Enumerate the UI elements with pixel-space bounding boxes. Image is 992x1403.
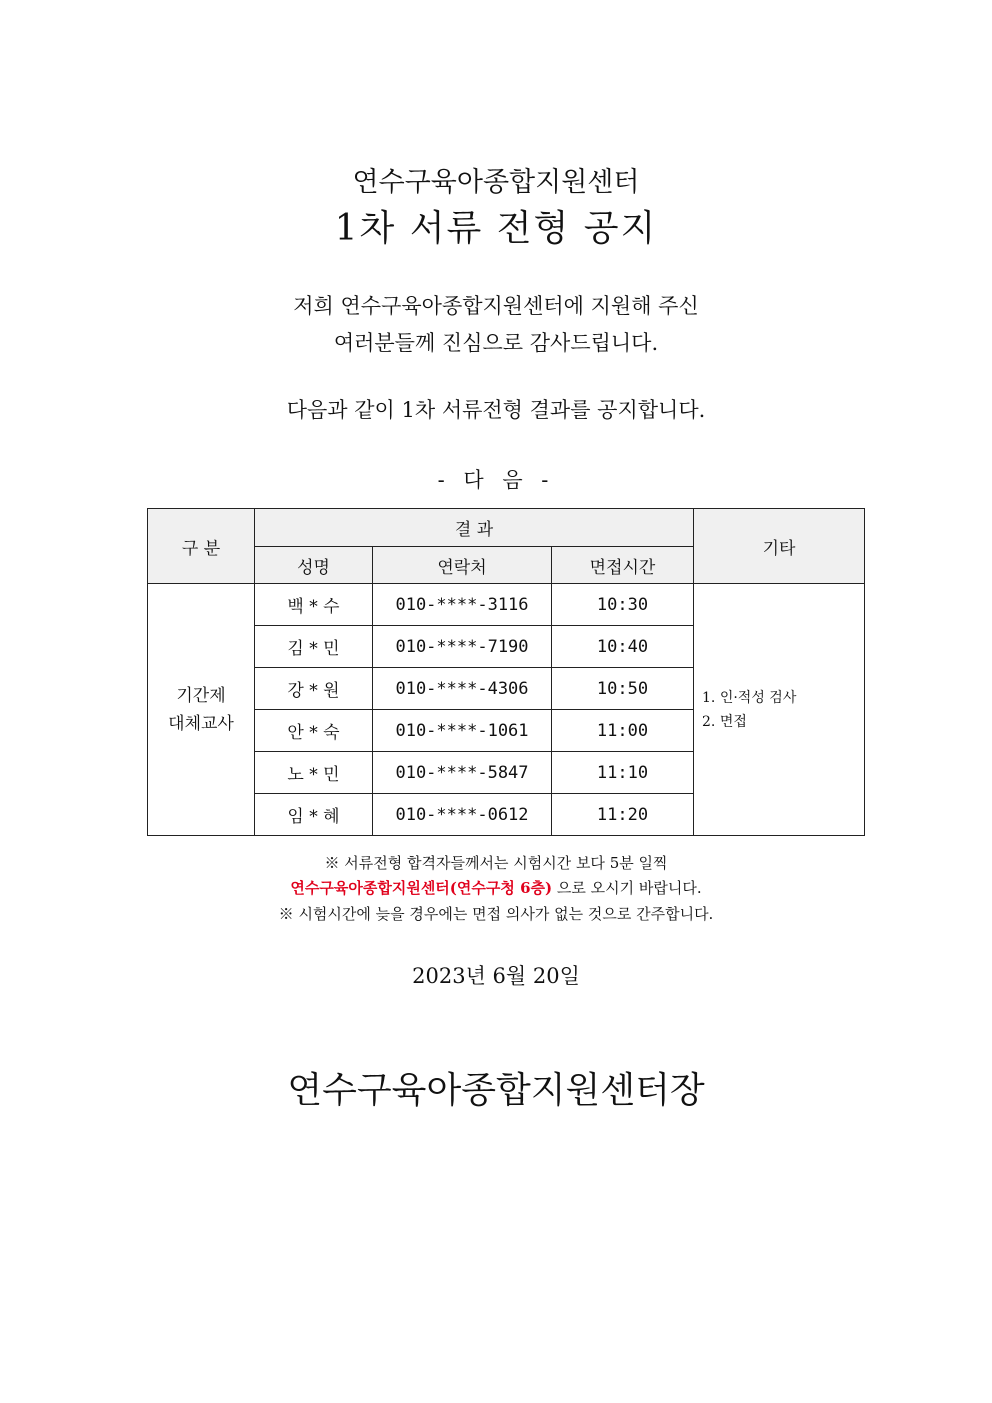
results-table xyxy=(147,508,865,836)
footnote-line-2 xyxy=(0,877,992,898)
interview-time: 11:10 xyxy=(552,752,694,794)
category-cell xyxy=(148,584,255,836)
candidate-contact: 010-****-1061 xyxy=(373,710,552,752)
footnote-line-1: ※ 서류전형 합격자들께서는 시험시간 보다 5분 일찍 xyxy=(324,854,668,872)
candidate-contact: 010-****-3116 xyxy=(373,584,552,626)
candidate-name: 김 * 민 xyxy=(255,626,373,668)
candidate-name: 노 * 민 xyxy=(255,752,373,794)
header-time: 면접시간 xyxy=(552,547,694,584)
intro-line-3: 다음과 같이 1차 서류전형 결과를 공지합니다. xyxy=(286,398,706,422)
header-name: 성명 xyxy=(255,547,373,584)
note-item-2: 2. 면접 xyxy=(702,713,747,730)
interview-time: 10:30 xyxy=(552,584,694,626)
interview-time: 11:20 xyxy=(552,794,694,836)
notice-date: 2023년 6월 20일 xyxy=(412,964,580,988)
candidate-contact: 010-****-7190 xyxy=(373,626,552,668)
interview-time: 11:00 xyxy=(552,710,694,752)
header-contact: 연락처 xyxy=(373,547,552,584)
candidate-name: 강 * 원 xyxy=(255,668,373,710)
candidate-name: 백 * 수 xyxy=(255,584,373,626)
organization-title: 연수구육아종합지원센터 xyxy=(352,167,640,198)
interview-time: 10:40 xyxy=(552,626,694,668)
candidate-name: 안 * 숙 xyxy=(255,710,373,752)
footnote-line-2-rest: 으로 오시기 바랍니다. xyxy=(552,879,702,897)
signature: 연수구육아종합지원센터장 xyxy=(287,1070,705,1111)
candidate-contact: 010-****-4306 xyxy=(373,668,552,710)
candidate-contact: 010-****-5847 xyxy=(373,752,552,794)
header-category: 구 분 xyxy=(148,509,255,584)
note-item-1: 1. 인·적성 검사 xyxy=(702,689,797,706)
interview-time: 10:50 xyxy=(552,668,694,710)
intro-line-2: 여러분들께 진심으로 감사드립니다. xyxy=(333,331,659,355)
section-divider-label: - 다 음 - xyxy=(437,468,555,492)
table-row xyxy=(148,584,865,626)
category-label-1: 기간제 xyxy=(176,685,226,706)
location-highlight: 연수구육아종합지원센터(연수구청 6층) xyxy=(290,879,553,897)
category-label-2: 대체교사 xyxy=(168,713,234,734)
candidate-name: 임 * 혜 xyxy=(255,794,373,836)
notes-cell xyxy=(694,584,865,836)
candidate-contact: 010-****-0612 xyxy=(373,794,552,836)
header-result: 결 과 xyxy=(255,509,694,547)
footnote-line-3: ※ 시험시간에 늦을 경우에는 면접 의사가 없는 것으로 간주합니다. xyxy=(278,905,714,923)
intro-line-1: 저희 연수구육아종합지원센터에 지원해 주신 xyxy=(293,294,699,318)
page-title: 1차 서류 전형 공지 xyxy=(334,208,658,249)
header-etc: 기타 xyxy=(694,509,865,584)
